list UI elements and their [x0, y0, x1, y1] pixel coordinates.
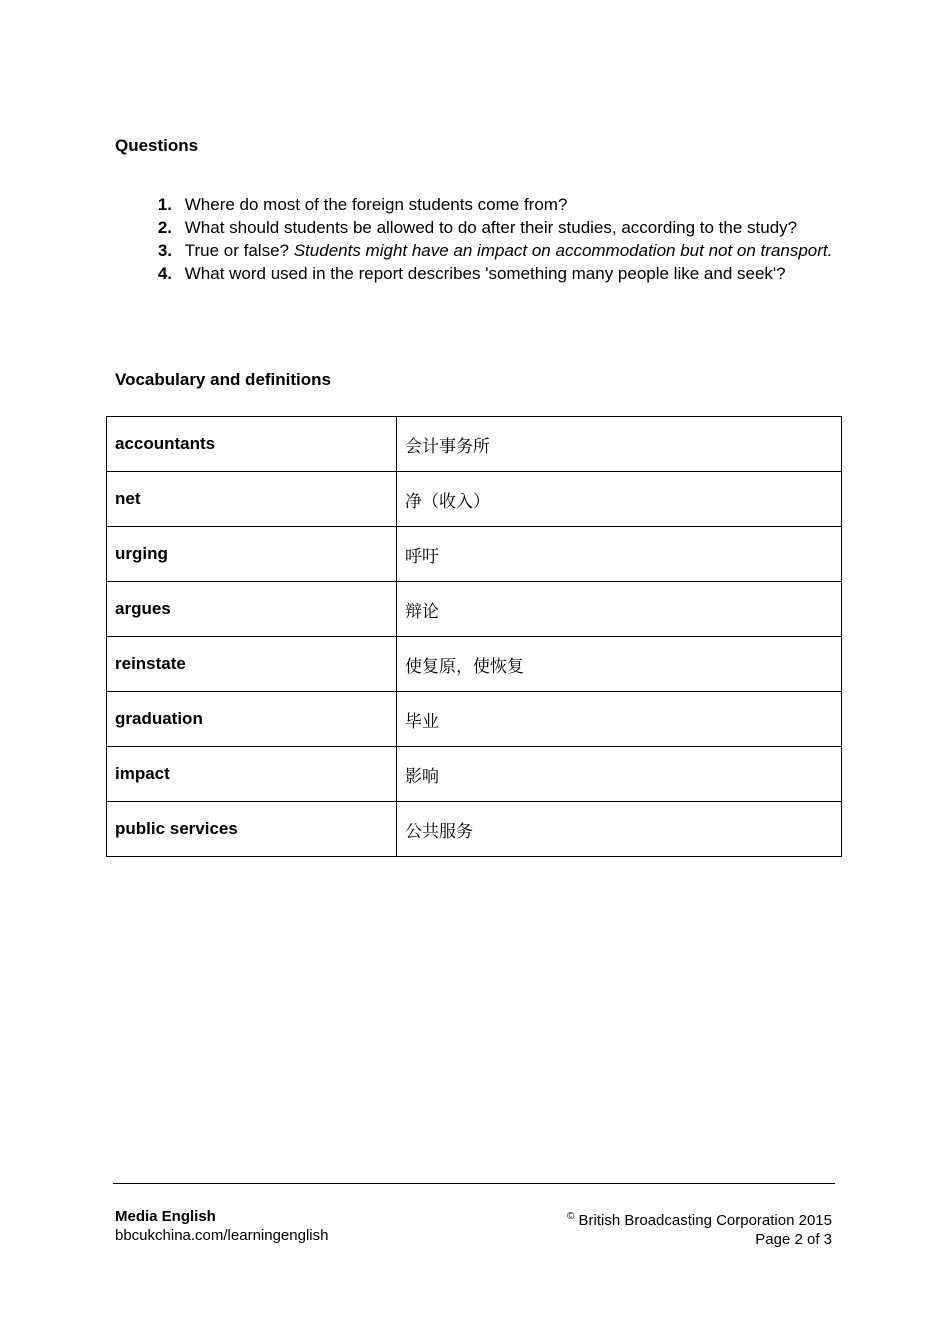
- vocab-term: accountants: [107, 417, 397, 472]
- question-item: [140, 193, 840, 216]
- questions-list: [140, 193, 840, 285]
- question-number: 1.: [157, 195, 172, 214]
- question-item: [140, 216, 840, 239]
- vocab-term: impact: [107, 747, 397, 802]
- footer-brand: Media English: [115, 1208, 216, 1225]
- vocab-term: net: [107, 472, 397, 527]
- question-number: 2.: [157, 218, 172, 237]
- footer-divider: [113, 1183, 835, 1184]
- question-text: Where do most of the foreign students come from?: [184, 195, 568, 214]
- vocab-term: graduation: [107, 692, 397, 747]
- vocab-term: public services: [107, 802, 397, 857]
- table-row: [107, 637, 842, 692]
- question-number: 3.: [157, 241, 172, 260]
- table-row: [107, 747, 842, 802]
- footer-page-number: Page 2 of 3: [755, 1231, 832, 1248]
- vocab-definition: 辩论: [397, 582, 842, 637]
- vocabulary-heading: Vocabulary and definitions: [115, 370, 331, 389]
- table-row: [107, 582, 842, 637]
- question-item: [140, 262, 840, 285]
- vocab-definition: 净（收入）: [397, 472, 842, 527]
- vocab-definition: 呼吁: [397, 527, 842, 582]
- question-text: What should students be allowed to do after their studies, according to the study?: [184, 218, 798, 237]
- copyright-symbol: ©: [566, 1211, 575, 1222]
- table-row: [107, 527, 842, 582]
- vocab-definition: 影响: [397, 747, 842, 802]
- question-text: True or false?: [184, 241, 294, 260]
- question-italic-text: Students might have an impact on accommodation but not on transport.: [293, 241, 833, 260]
- table-row: [107, 472, 842, 527]
- table-row: [107, 692, 842, 747]
- vocab-definition: 公共服务: [397, 802, 842, 857]
- vocab-definition: 使复原，使恢复: [397, 637, 842, 692]
- copyright-text: British Broadcasting Corporation 2015: [574, 1212, 832, 1229]
- question-item: [140, 239, 840, 262]
- vocab-term: urging: [107, 527, 397, 582]
- footer-copyright: [567, 1207, 832, 1230]
- footer-right: [567, 1207, 832, 1249]
- table-row: [107, 802, 842, 857]
- vocab-term: argues: [107, 582, 397, 637]
- vocab-term: reinstate: [107, 637, 397, 692]
- table-row: [107, 417, 842, 472]
- question-number: 4.: [157, 264, 172, 283]
- question-text: What word used in the report describes 'something many people like and seek'?: [184, 264, 786, 283]
- footer-left: [115, 1207, 328, 1245]
- vocab-definition: 会计事务所: [397, 417, 842, 472]
- vocab-definition: 毕业: [397, 692, 842, 747]
- vocabulary-table: [106, 416, 842, 857]
- footer-url: bbcukchina.com/learningenglish: [115, 1227, 329, 1244]
- questions-heading: Questions: [115, 136, 199, 155]
